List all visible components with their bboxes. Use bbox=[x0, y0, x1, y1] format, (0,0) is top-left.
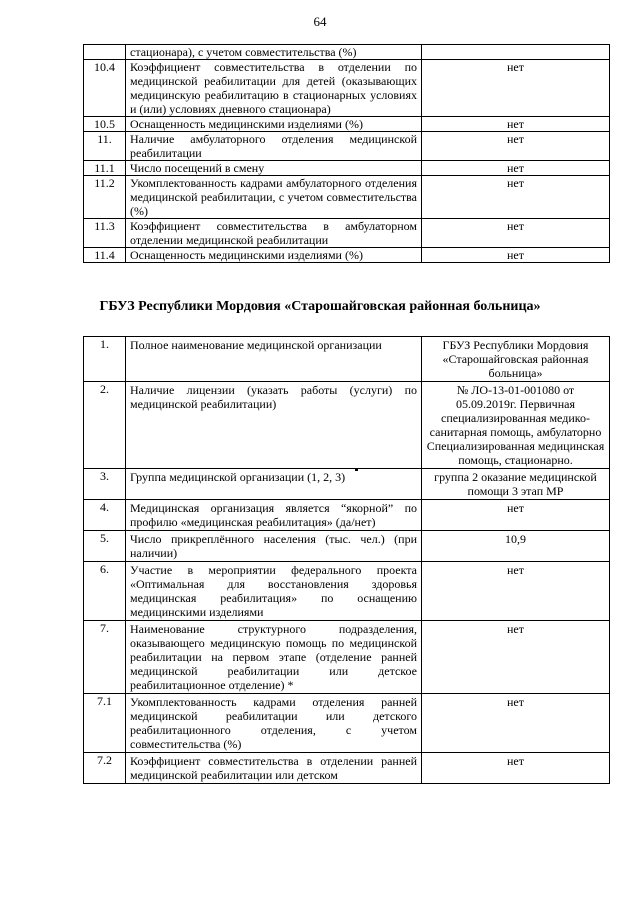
row-value: нет bbox=[422, 161, 610, 176]
row-value: нет bbox=[422, 500, 610, 531]
row-description: Оснащенность медицинскими изделиями (%) bbox=[126, 117, 422, 132]
table-row bbox=[84, 469, 610, 500]
row-description: Наличие лицензии (указать работы (услуги) по медицинской реабилитации) bbox=[126, 382, 422, 469]
row-value: нет bbox=[422, 753, 610, 784]
row-description: Коэффициент совместительства в амбулаторном отделении медицинской реабилитации bbox=[126, 219, 422, 248]
table-row bbox=[84, 60, 610, 117]
row-number: 11.1 bbox=[84, 161, 126, 176]
row-value: нет bbox=[422, 176, 610, 219]
page-number: 64 bbox=[313, 14, 327, 29]
table-row bbox=[84, 562, 610, 621]
row-number: 7.1 bbox=[84, 694, 126, 753]
row-value: нет bbox=[422, 621, 610, 694]
row-number: 7.2 bbox=[84, 753, 126, 784]
row-value: нет bbox=[422, 132, 610, 161]
row-value: 10,9 bbox=[422, 531, 610, 562]
table-row bbox=[84, 45, 610, 60]
row-number: 1. bbox=[84, 337, 126, 382]
row-number: 11.3 bbox=[84, 219, 126, 248]
row-number: 2. bbox=[84, 382, 126, 469]
row-description: Число прикреплённого населения (тыс. чел.) (при наличии) bbox=[126, 531, 422, 562]
row-value: группа 2 оказание медицинской помощи 3 этап МР bbox=[422, 469, 610, 500]
table-row bbox=[84, 176, 610, 219]
table-row bbox=[84, 500, 610, 531]
table-continued bbox=[83, 44, 610, 263]
row-value: нет bbox=[422, 562, 610, 621]
row-number: 11.2 bbox=[84, 176, 126, 219]
row-value: нет bbox=[422, 117, 610, 132]
row-description: Наличие амбулаторного отделения медицинской реабилитации bbox=[126, 132, 422, 161]
row-number: 11. bbox=[84, 132, 126, 161]
table-row bbox=[84, 531, 610, 562]
row-number: 6. bbox=[84, 562, 126, 621]
row-description: стационара), с учетом совместительства (%) bbox=[126, 45, 422, 60]
row-value: нет bbox=[422, 694, 610, 753]
table-row bbox=[84, 694, 610, 753]
table-row bbox=[84, 117, 610, 132]
table-row bbox=[84, 382, 610, 469]
row-value: нет bbox=[422, 248, 610, 263]
row-value: ГБУЗ Республики Мордовия «Старошайговская районная больница» bbox=[422, 337, 610, 382]
table-row bbox=[84, 219, 610, 248]
table-row bbox=[84, 621, 610, 694]
row-number: 7. bbox=[84, 621, 126, 694]
row-description: Оснащенность медицинскими изделиями (%) bbox=[126, 248, 422, 263]
row-value: № ЛО-13-01-001080 от 05.09.2019г. Первичная специализированная медико-санитарная помощь, амбулаторно Специализированная медицинская помощь, стационарно. bbox=[422, 382, 610, 469]
row-description: Полное наименование медицинской организации bbox=[126, 337, 422, 382]
row-number: 5. bbox=[84, 531, 126, 562]
row-description: Число посещений в смену bbox=[126, 161, 422, 176]
table-row bbox=[84, 161, 610, 176]
row-value: нет bbox=[422, 219, 610, 248]
row-description: Коэффициент совместительства в отделении по медицинской реабилитации для детей (оказывающих медицинскую реабилитацию в стационарных условиях и (или) условиях дневного стационара) bbox=[126, 60, 422, 117]
row-description: Укомплектованность кадрами амбулаторного отделения медицинской реабилитации, с учетом совместительства (%) bbox=[126, 176, 422, 219]
table-row bbox=[84, 753, 610, 784]
table-row bbox=[84, 248, 610, 263]
row-number: 10.4 bbox=[84, 60, 126, 117]
row-description: Наименование структурного подразделения, оказывающего медицинскую помощь по медицинской реабилитации на первом этапе (отделение ранней медицинской реабилитации или детское реабилитационное отделение) * bbox=[126, 621, 422, 694]
row-description: Группа медицинской организации (1, 2, 3) bbox=[126, 469, 422, 500]
hospital-info-table bbox=[83, 336, 610, 784]
row-description: Участие в мероприятии федерального проекта «Оптимальная для восстановления здоровья медицинская реабилитация» по оснащению медицинскими изделиями bbox=[126, 562, 422, 621]
row-description: Коэффициент совместительства в отделении ранней медицинской реабилитации или детском bbox=[126, 753, 422, 784]
section-title: ГБУЗ Республики Мордовия «Старошайговская районная больница» bbox=[99, 299, 541, 314]
row-value: нет bbox=[422, 60, 610, 117]
table-row bbox=[84, 337, 610, 382]
row-number: 4. bbox=[84, 500, 126, 531]
row-description: Укомплектованность кадрами отделения ранней медицинской реабилитации или детского реабилитационного отделения, с учетом совместительства (%) bbox=[126, 694, 422, 753]
table-row bbox=[84, 132, 610, 161]
row-number: 3. bbox=[84, 469, 126, 500]
row-number bbox=[84, 45, 126, 60]
row-number: 11.4 bbox=[84, 248, 126, 263]
stray-mark bbox=[355, 468, 358, 471]
row-value bbox=[422, 45, 610, 60]
row-number: 10.5 bbox=[84, 117, 126, 132]
row-description: Медицинская организация является “якорной” по профилю «медицинская реабилитация» (да/нет) bbox=[126, 500, 422, 531]
